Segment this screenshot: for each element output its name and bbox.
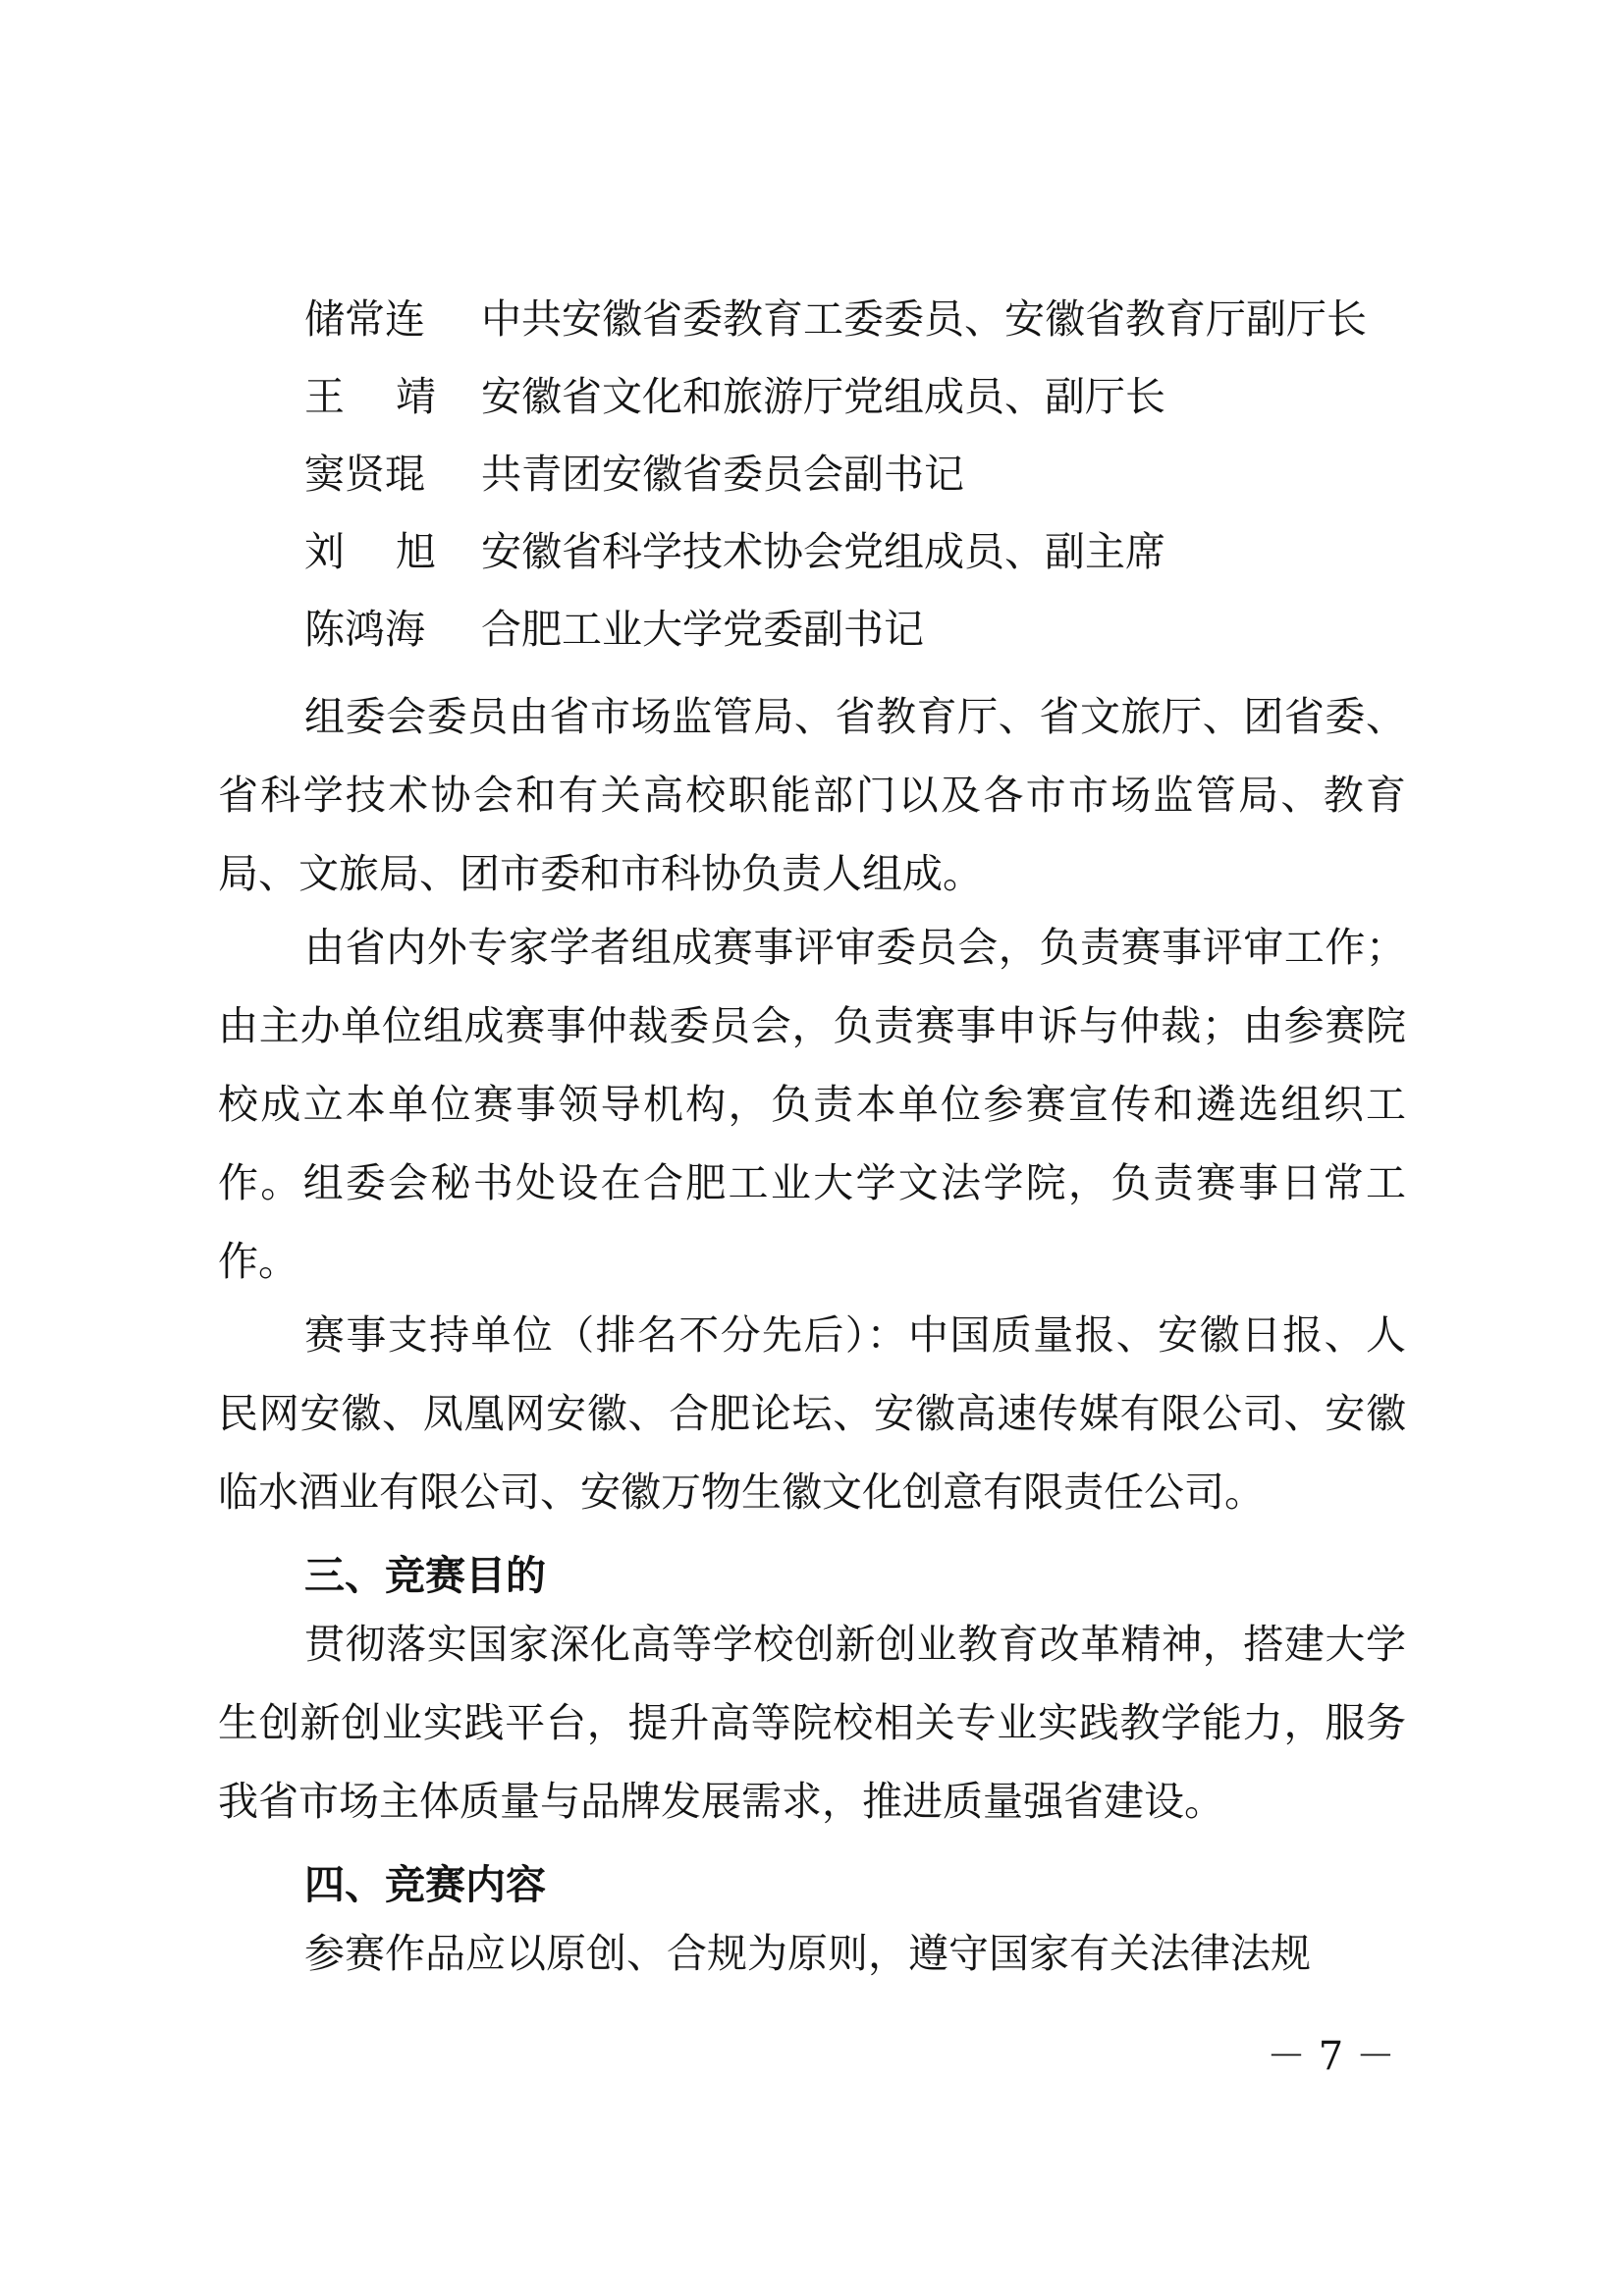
section-heading-content: 四、竞赛内容: [304, 1861, 546, 1908]
member-title: 安徽省文化和旅游厅党组成员、副厅长: [481, 373, 1165, 420]
paragraph-purpose: 贯彻落实国家深化高等学校创新创业教育改革精神，搭建大学生创新创业实践平台，提升高等院校相关专业实践教学能力，服务我省市场主体质量与品牌发展需求，推进质量强省建设。: [218, 1621, 1406, 1825]
member-title: 中共安徽省委教育工委委员、安徽省教育厅副厅长: [481, 295, 1367, 343]
paragraph-committee-composition: 组委会委员由省市场监管局、省教育厅、省文旅厅、团省委、省科学技术协会和有关高校职能部门以及各市市场监管局、教育局、文旅局、团市委和市科协负责人组成。: [218, 693, 1406, 897]
member-name: 储常连: [304, 295, 425, 343]
member-name: 窦贤琨: [304, 451, 425, 498]
member-name: 王靖: [304, 373, 487, 420]
committee-member-row: [304, 290, 1367, 348]
paragraph-content: 参赛作品应以原创、合规为原则，遵守国家有关法律法规: [304, 1930, 1311, 1977]
member-name: 刘旭: [304, 528, 487, 575]
member-title: 共青团安徽省委员会副书记: [481, 451, 964, 498]
member-name: 陈鸿海: [304, 606, 425, 653]
member-title: 安徽省科学技术协会党组成员、副主席: [481, 528, 1165, 575]
page-number: － 7 －: [1267, 2034, 1395, 2079]
committee-member-row: [304, 445, 964, 504]
paragraph-support-units: 赛事支持单位（排名不分先后）：中国质量报、安徽日报、人民网安徽、凤凰网安徽、合肥论坛、安徽高速传媒有限公司、安徽临水酒业有限公司、安徽万物生徽文化创意有限责任公司。: [218, 1311, 1406, 1516]
committee-member-row: [304, 367, 1165, 426]
section-heading-purpose: 三、竞赛目的: [304, 1552, 546, 1599]
member-title: 合肥工业大学党委副书记: [481, 606, 924, 653]
paragraph-review-arbitration: 由省内外专家学者组成赛事评审委员会，负责赛事评审工作；由主办单位组成赛事仲裁委员会，负责赛事申诉与仲裁；由参赛院校成立本单位赛事领导机构，负责本单位参赛宣传和遴选组织工作。组委会秘书处设在合肥工业大学文法学院，负责赛事日常工作。: [218, 924, 1406, 1285]
committee-member-row: [304, 522, 1165, 581]
committee-member-row: [304, 600, 924, 659]
